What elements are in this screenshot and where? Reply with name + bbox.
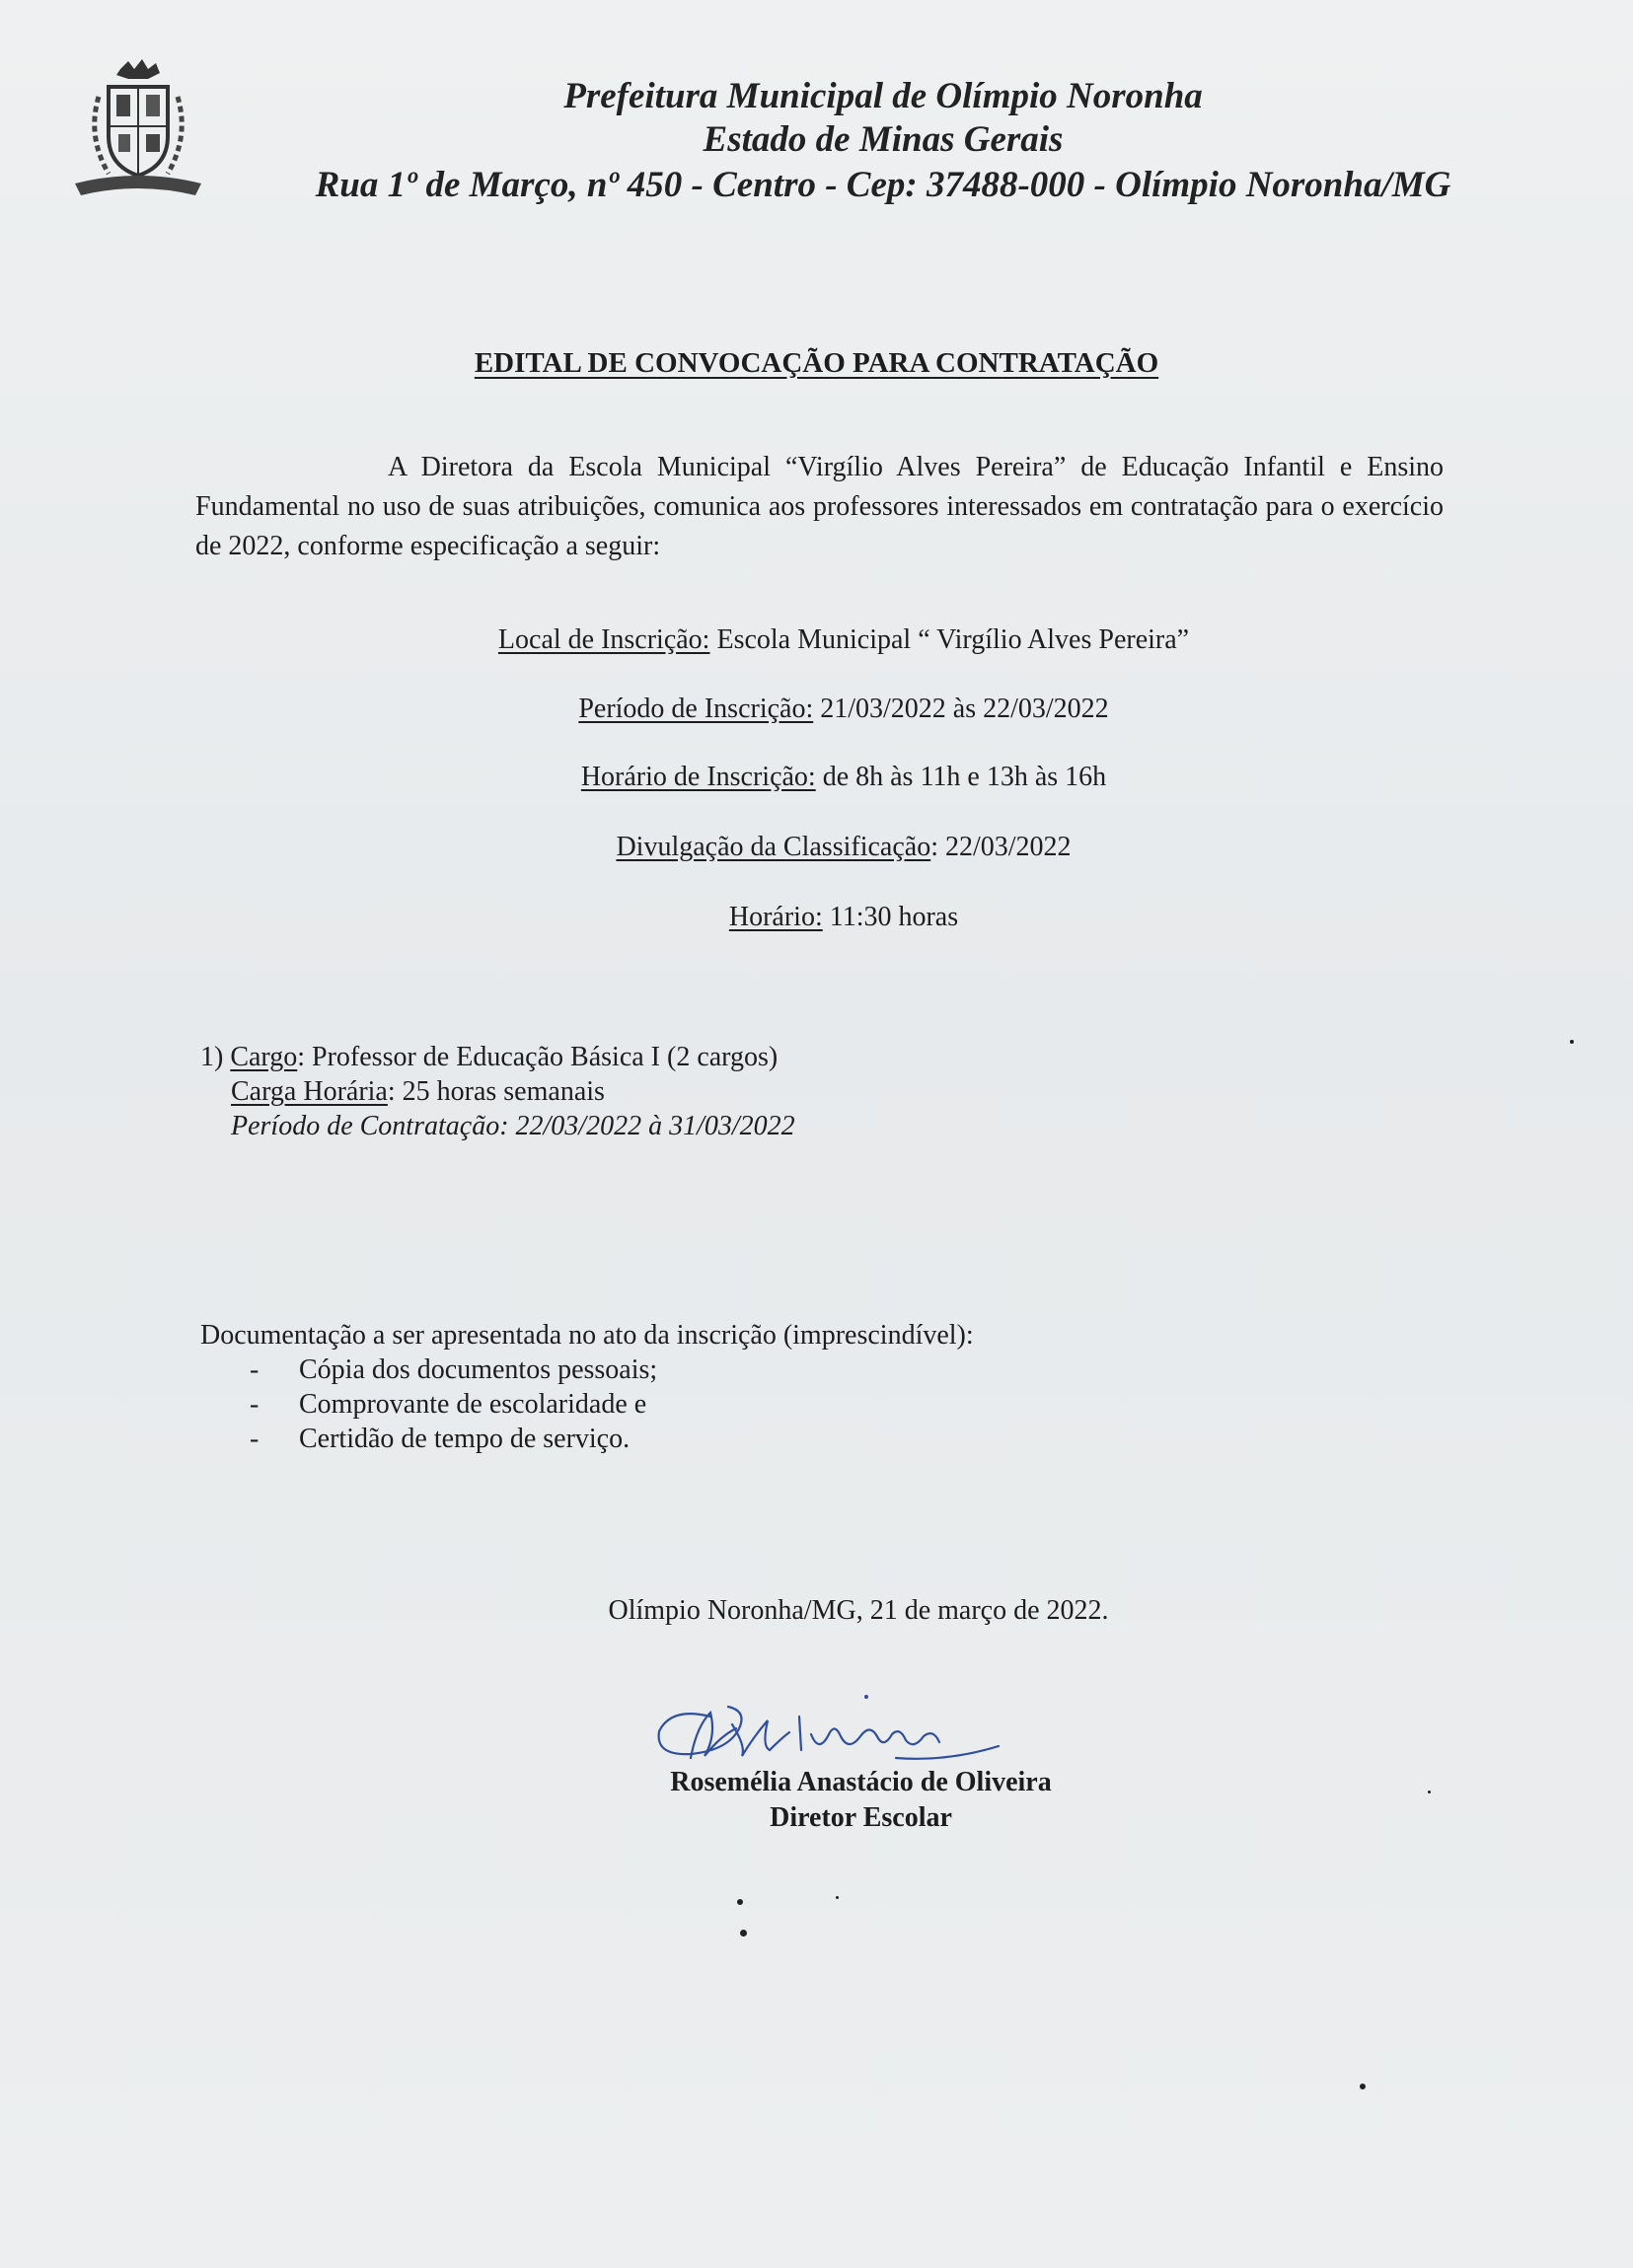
documents-list xyxy=(200,1353,974,1456)
signer-name: Rosemélia Anastácio de Oliveira xyxy=(670,1767,1052,1797)
horario-inscricao-line xyxy=(0,762,1633,793)
header-state: Estado de Minas Gerais xyxy=(703,119,1064,160)
intro-paragraph: A Diretora da Escola Municipal “Virgílio Alves Pereira” de Educação Infantil e Ensino Fundamental no uso de suas atribuições, comunica aos professores interessados em contratação para o exercício de 2022, conforme especificação a seguir: xyxy=(195,452,1444,561)
scan-speck xyxy=(740,1930,747,1937)
cargo-value: : Professor de Educação Básica I (2 cargos) xyxy=(297,1042,779,1072)
divulgacao-label: Divulgação da Classificação xyxy=(616,832,931,862)
scan-speck xyxy=(836,1896,839,1899)
periodo-label: Período de Inscrição: xyxy=(578,694,814,724)
documents-block xyxy=(200,1318,974,1456)
list-item: - Certidão de tempo de serviço. xyxy=(200,1422,974,1456)
list-item: - Cópia dos documentos pessoais; xyxy=(200,1353,974,1387)
header-address: Rua 1º de Março, nº 450 - Centro - Cep: 37488-000 - Olímpio Noronha/MG xyxy=(315,165,1451,205)
local-value: Escola Municipal “ Virgílio Alves Pereira” xyxy=(709,624,1190,655)
scan-speck xyxy=(737,1899,743,1905)
horario-label: Horário: xyxy=(728,902,823,932)
carga-horaria-line xyxy=(200,1074,795,1109)
horario-inscricao-label: Horário de Inscrição: xyxy=(580,762,816,792)
horario-inscricao-value: de 8h às 11h e 13h às 16h xyxy=(815,762,1107,792)
cargo-number: 1) xyxy=(200,1042,231,1072)
carga-label: Carga Horária xyxy=(231,1076,388,1107)
cargo-block xyxy=(200,1040,795,1143)
scan-speck xyxy=(1360,2084,1366,2089)
signer-block xyxy=(0,1765,1633,1836)
local-inscricao-line xyxy=(0,624,1633,656)
local-label: Local de Inscrição: xyxy=(497,624,710,655)
horario-line xyxy=(0,902,1633,933)
cargo-line xyxy=(200,1040,795,1074)
scan-speck xyxy=(1428,1791,1431,1793)
handwritten-signature xyxy=(651,1677,1006,1776)
carga-value: : 25 horas semanais xyxy=(387,1076,605,1107)
documents-heading: Documentação a ser apresentada no ato da inscrição (imprescindível): xyxy=(200,1320,974,1351)
signer-role: Diretor Escolar xyxy=(770,1802,952,1833)
scan-speck xyxy=(1570,1040,1574,1044)
horario-value: 11:30 horas xyxy=(822,902,959,932)
cargo-label: Cargo xyxy=(230,1042,298,1072)
periodo-contratacao-line: Período de Contratação: 22/03/2022 à 31/03/2022 xyxy=(231,1111,795,1141)
header-municipality: Prefeitura Municipal de Olímpio Noronha xyxy=(563,76,1203,116)
periodo-inscricao-line xyxy=(0,694,1633,725)
divulgacao-line xyxy=(0,832,1633,863)
periodo-value: 21/03/2022 às 22/03/2022 xyxy=(813,694,1109,724)
divulgacao-value: : 22/03/2022 xyxy=(930,832,1072,862)
date-line: Olímpio Noronha/MG, 21 de março de 2022. xyxy=(608,1595,1109,1626)
document-title: EDITAL DE CONVOCAÇÃO PARA CONTRATAÇÃO xyxy=(474,347,1159,379)
list-item: - Comprovante de escolaridade e xyxy=(200,1387,974,1422)
